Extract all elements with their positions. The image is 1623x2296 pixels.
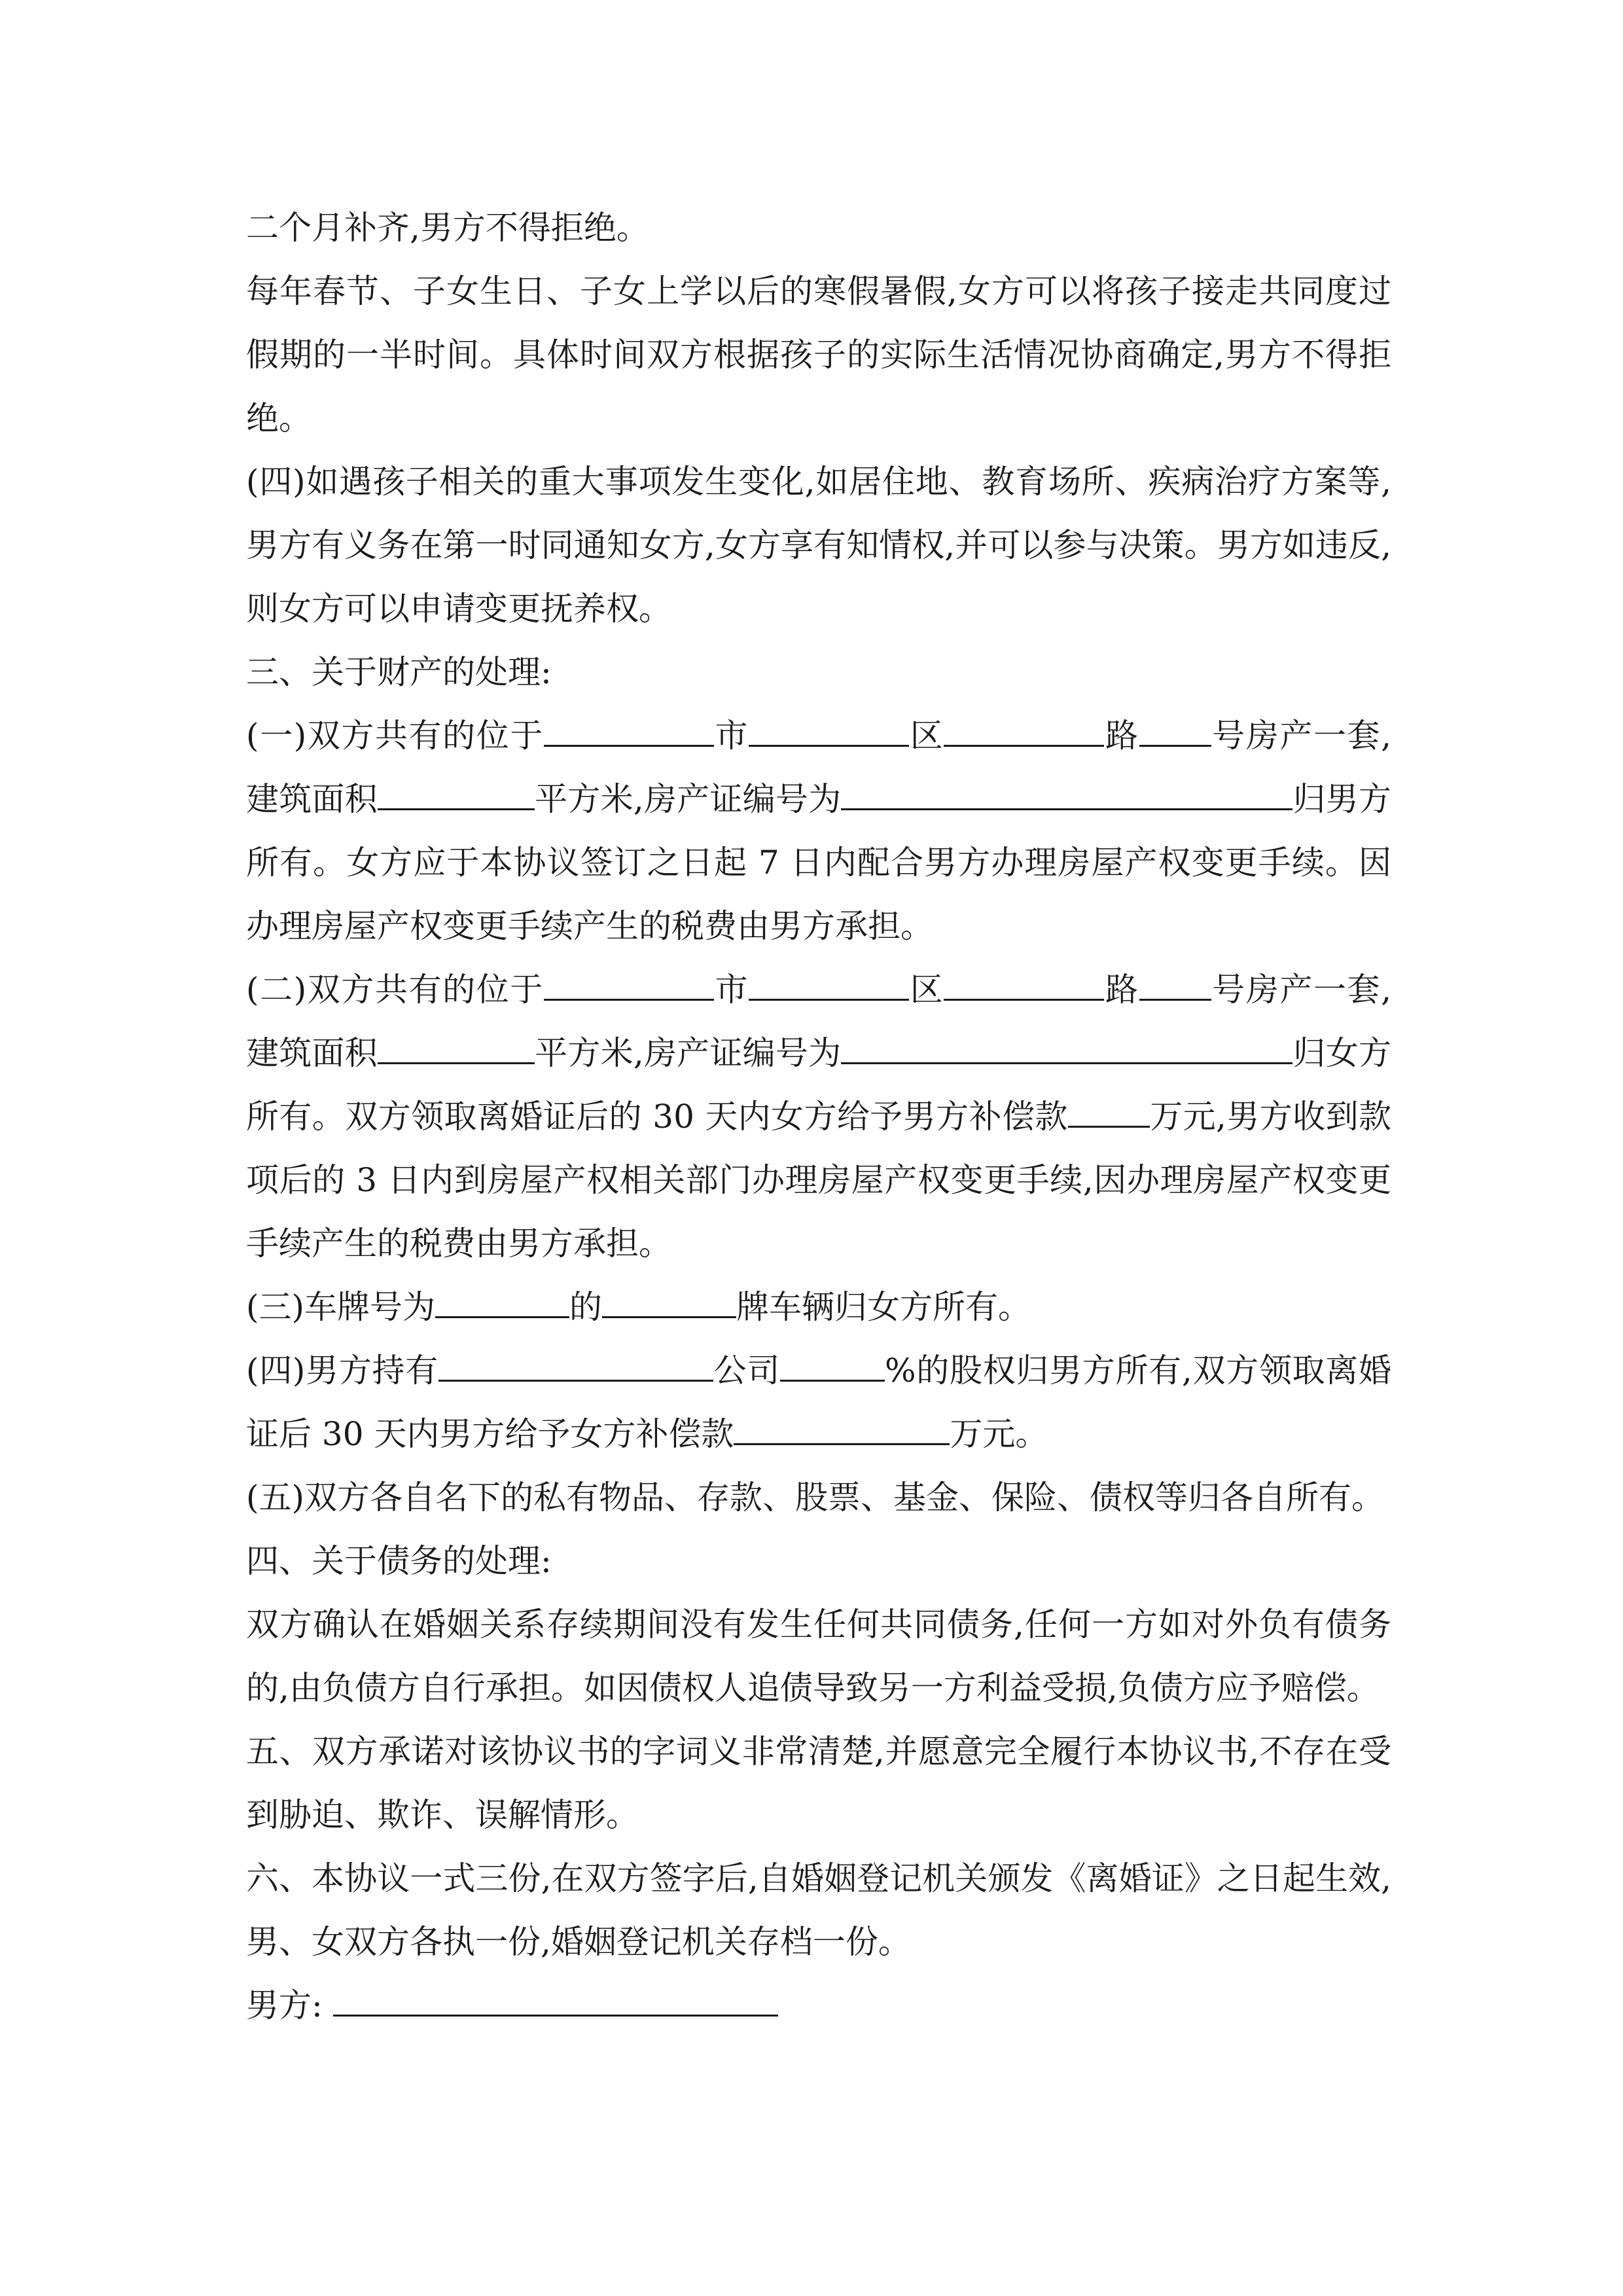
- signature-line: [246, 1974, 1391, 2037]
- blank-line: [749, 963, 909, 1001]
- equity-clause: [246, 1339, 1391, 1466]
- clause-text: %的股权归男方所有,双方领取离婚证后 30 天内男方给予女方补偿款: [246, 1352, 1391, 1453]
- blank-line: [544, 709, 714, 747]
- paragraph: 每年春节、子女生日、子女上学以后的寒假暑假,女方可以将孩子接走共同度过假期的一半时间。具体时间双方根据孩子的实际生活情况协商确定,男方不得拒绝。: [246, 272, 1391, 437]
- blank-line: [438, 1344, 713, 1382]
- paragraph: 五、双方承诺对该协议书的字词义非常清楚,并愿意完全履行本协议书,不存在受到胁迫、欺诈、误解情形。: [246, 1732, 1391, 1834]
- blank-line: [602, 1280, 736, 1318]
- property-clause-1: [246, 704, 1391, 958]
- clause-text: 市: [713, 971, 749, 1009]
- clause-text: 万元。: [950, 1415, 1048, 1453]
- paragraph: (四)如遇孩子相关的重大事项发生变化,如居住地、教育场所、疾病治疗方案等,男方有义务在第一时同通知女方,女方享有知情权,并可以参与决策。男方如违反,则女方可以申请变更抚养权。: [246, 463, 1391, 628]
- blank-line: [780, 1344, 885, 1382]
- clause-text: 万元,男方收到款项后的 3 日内到房屋产权相关部门办理房屋产权变更手续,因办理房屋产权变更手续产生的税费由男方承担。: [246, 1098, 1391, 1263]
- blank-line: [944, 963, 1104, 1001]
- signature-blank: [333, 1979, 778, 2017]
- paragraph: 二个月补齐,男方不得拒绝。: [246, 209, 649, 247]
- clause-text: 牌车辆归女方所有。: [736, 1288, 1031, 1326]
- clause-text: 区: [909, 717, 944, 755]
- blank-line: [1139, 709, 1211, 747]
- blank-line: [435, 1280, 569, 1318]
- clause-text: 路: [1104, 971, 1139, 1009]
- blank-line: [734, 1407, 950, 1445]
- blank-line: [1139, 963, 1211, 1001]
- section-heading-property: 三、关于财产的处理:: [246, 653, 552, 691]
- clause-text: (二)双方共有的位于: [246, 971, 544, 1009]
- clause-text: 区: [909, 971, 944, 1009]
- blank-line: [1068, 1090, 1150, 1128]
- clause-text: 号房产一套,建筑面积: [246, 971, 1392, 1072]
- clause-text: (三)车牌号为: [246, 1288, 436, 1326]
- clause-text: 号房产一套,建筑面积: [246, 717, 1392, 818]
- vehicle-clause: [246, 1276, 1391, 1339]
- clause-text: 归男方所有。女方应于本协议签订之日起 7 日内配合男方办理房屋产权变更手续。因办理房屋产权变更手续产生的税费由男方承担。: [246, 780, 1392, 945]
- blank-line: [841, 772, 1293, 810]
- clause-text: 路: [1104, 717, 1139, 755]
- section-heading-debt: 四、关于债务的处理:: [246, 1542, 552, 1580]
- document-body: [246, 196, 1391, 2037]
- blank-line: [378, 1026, 535, 1064]
- blank-line: [749, 709, 909, 747]
- paragraph: 双方确认在婚姻关系存续期间没有发生任何共同债务,任何一方如对外负有债务的,由负债方自行承担。如因债权人追债导致另一方利益受损,负债方应予赔偿。: [246, 1605, 1391, 1707]
- paragraph: (五)双方各自名下的私有物品、存款、股票、基金、保险、债权等归各自所有。: [246, 1479, 1385, 1516]
- signature-label: 男方:: [246, 1986, 323, 2024]
- clause-text: 平方米,房产证编号为: [534, 780, 842, 818]
- property-clause-2: [246, 958, 1391, 1276]
- clause-text: (一)双方共有的位于: [246, 717, 544, 755]
- clause-text: 公司: [713, 1352, 781, 1390]
- clause-text: 归女方所有。双方领取离婚证后的 30 天内女方给予男方补偿款: [246, 1034, 1392, 1136]
- blank-line: [378, 772, 535, 810]
- clause-text: 市: [713, 717, 749, 755]
- blank-line: [944, 709, 1104, 747]
- clause-text: (四)男方持有: [246, 1352, 438, 1390]
- blank-line: [841, 1026, 1293, 1064]
- paragraph: 六、本协议一式三份,在双方签字后,自婚姻登记机关颁发《离婚证》之日起生效,男、女双方各执一份,婚姻登记机关存档一份。: [246, 1859, 1391, 1961]
- clause-text: 平方米,房产证编号为: [534, 1034, 842, 1072]
- blank-line: [544, 963, 714, 1001]
- clause-text: 的: [569, 1288, 603, 1326]
